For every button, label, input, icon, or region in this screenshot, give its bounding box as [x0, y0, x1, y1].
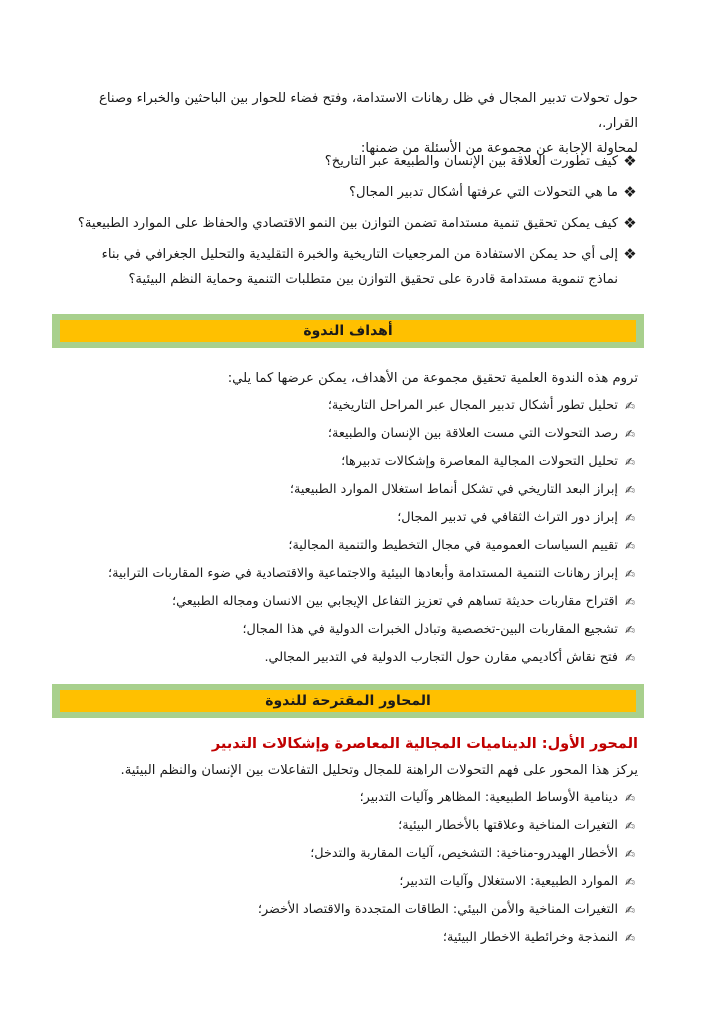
intro-line-2: لمحاولة الإجابة عن مجموعة من الأسئلة من ضمنها: [360, 141, 638, 156]
writing-hand-icon: ✍ [624, 483, 636, 497]
axis-item: ✍ الموارد الطبيعية: الاستغلال وآليات التدبير؛ [68, 868, 638, 896]
axis-1-list [68, 784, 638, 952]
axis-item: ✍ دينامية الأوساط الطبيعية: المظاهر وآليات التدبير؛ [68, 784, 638, 812]
writing-hand-icon: ✍ [624, 903, 636, 917]
goals-intro: تروم هذه الندوة العلمية تحقيق مجموعة من الأهداف، يمكن عرضها كما يلي: [227, 371, 638, 386]
goals-heading: أهداف الندوة [60, 320, 636, 342]
writing-hand-icon: ✍ [624, 623, 636, 637]
goal-item: ✍ رصد التحولات التي مست العلاقة بين الإنسان والطبيعة؛ [68, 420, 638, 448]
axis-1-intro: يركز هذا المحور على فهم التحولات الراهنة للمجال وتحليل التفاعلات بين الإنسان والنظم البيئية. [120, 763, 638, 778]
question-item: ❖ إلى أي حد يمكن الاستفادة من المرجعيات التاريخية والخبرة التقليدية والتحليل الجغرافي في بناء نماذج تنموية مستدامة قادرة على تحقيق التوازن بين متطلبات التنمية وحماية النظم البيئية؟ [68, 242, 638, 292]
writing-hand-icon: ✍ [624, 651, 636, 665]
axis-item: ✍ التغيرات المناخية وعلاقتها بالأخطار البيئية؛ [68, 812, 638, 840]
writing-hand-icon: ✍ [624, 595, 636, 609]
axis-1-title: المحور الأول: الديناميات المجالية المعاصرة وإشكالات التدبير [211, 736, 638, 752]
diamond-bullet-icon: ❖ [623, 214, 637, 232]
goal-item: ✍ تشجيع المقاربات البين-تخصصية وتبادل الخبرات الدولية في هذا المجال؛ [68, 616, 638, 644]
goal-item: ✍ إبراز دور التراث الثقافي في تدبير المجال؛ [68, 504, 638, 532]
writing-hand-icon: ✍ [624, 819, 636, 833]
goal-item: ✍ إبراز البعد التاريخي في تشكل أنماط استغلال الموارد الطبيعية؛ [68, 476, 638, 504]
axes-heading: المحاور المقترحة للندوة [60, 690, 636, 712]
question-item: ❖ ما هي التحولات التي عرفتها أشكال تدبير المجال؟ [68, 180, 638, 205]
question-item: ❖ كيف تطورت العلاقة بين الإنسان والطبيعة عبر التاريخ؟ [68, 149, 638, 174]
diamond-bullet-icon: ❖ [623, 245, 637, 263]
axis-item: ✍ الأخطار الهيدرو-مناخية: التشخيص، آليات المقاربة والتدخل؛ [68, 840, 638, 868]
goal-item: ✍ تقييم السياسات العمومية في مجال التخطيط والتنمية المجالية؛ [68, 532, 638, 560]
diamond-bullet-icon: ❖ [623, 152, 637, 170]
goals-heading-band [52, 314, 644, 348]
writing-hand-icon: ✍ [624, 931, 636, 945]
question-item: ❖ كيف يمكن تحقيق تنمية مستدامة تضمن التوازن بين النمو الاقتصادي والحفاظ على الموارد الطبيعية؟ [68, 211, 638, 236]
goal-item: ✍ إبراز رهانات التنمية المستدامة وأبعادها البيئية والاجتماعية والاقتصادية في ضوء المقاربات الترابية؛ [68, 560, 638, 588]
axes-heading-band [52, 684, 644, 718]
goal-item: ✍ تحليل التحولات المجالية المعاصرة وإشكالات تدبيرها؛ [68, 448, 638, 476]
goal-item: ✍ فتح نقاش أكاديمي مقارن حول التجارب الدولية في التدبير المجالي. [68, 644, 638, 672]
writing-hand-icon: ✍ [624, 427, 636, 441]
writing-hand-icon: ✍ [624, 791, 636, 805]
writing-hand-icon: ✍ [624, 567, 636, 581]
writing-hand-icon: ✍ [624, 539, 636, 553]
writing-hand-icon: ✍ [624, 511, 636, 525]
intro-line-1: حول تحولات تدبير المجال في ظل رهانات الاستدامة، وفتح فضاء للحوار بين الباحثين والخبراء وصناع القرار.، [98, 91, 638, 131]
writing-hand-icon: ✍ [624, 399, 636, 413]
goals-list [68, 392, 638, 672]
axis-item: ✍ التغيرات المناخية والأمن البيئي: الطاقات المتجددة والاقتصاد الأخضر؛ [68, 896, 638, 924]
writing-hand-icon: ✍ [624, 875, 636, 889]
writing-hand-icon: ✍ [624, 455, 636, 469]
questions-list [68, 149, 638, 298]
goal-item: ✍ تحليل تطور أشكال تدبير المجال عبر المراحل التاريخية؛ [68, 392, 638, 420]
writing-hand-icon: ✍ [624, 847, 636, 861]
goal-item: ✍ اقتراح مقاربات حديثة تساهم في تعزيز التفاعل الإيجابي بين الانسان ومجاله الطبيعي؛ [68, 588, 638, 616]
axis-item: ✍ النمذجة وخرائطية الاخطار البيئية؛ [68, 924, 638, 952]
diamond-bullet-icon: ❖ [623, 183, 637, 201]
